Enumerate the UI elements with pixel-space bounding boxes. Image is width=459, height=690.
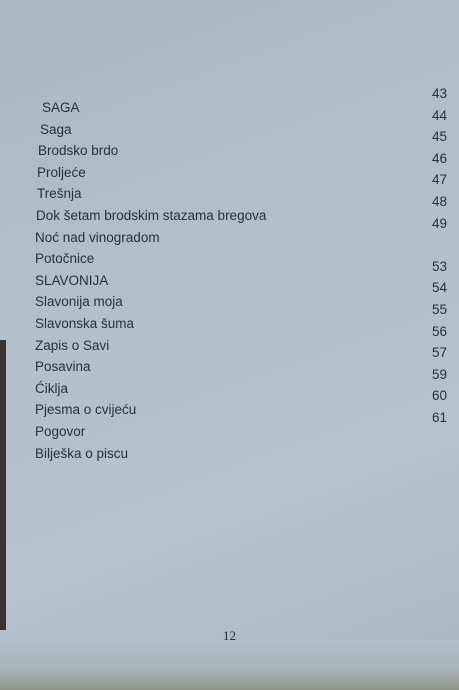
toc-entries	[35, 97, 266, 464]
toc-entry: Trešnja	[37, 186, 82, 202]
toc-entry: Ćiklja	[35, 380, 69, 396]
page-bottom-edge	[0, 640, 459, 690]
page-number: 57	[431, 345, 447, 361]
page-number: 59	[431, 366, 447, 382]
page-number: 46	[431, 150, 447, 166]
page-number: 43	[431, 86, 447, 101]
page-folio-number: 12	[223, 628, 236, 643]
page-number: 45	[431, 129, 447, 145]
toc-entry: Potočnice	[35, 251, 95, 267]
page-number: 47	[431, 172, 447, 188]
toc-entry: Noć nad vinogradom	[35, 229, 160, 245]
page-number: 55	[431, 301, 447, 317]
toc-entry: Slavonska šuma	[35, 315, 135, 331]
toc-entry: Dok šetam brodskim stazama bregova	[36, 207, 267, 223]
toc-entry: Pjesma o cvijeću	[35, 402, 137, 418]
toc-entry: Slavonija moja	[35, 294, 123, 310]
toc-entry: Bilješka o piscu	[35, 445, 129, 461]
toc-page-numbers	[432, 83, 447, 429]
page-number: 44	[431, 107, 447, 123]
page-number: 54	[431, 280, 447, 296]
page-number: 60	[431, 388, 447, 404]
toc-entry: SAGA	[42, 100, 80, 115]
page-number: 49	[431, 215, 447, 231]
toc-entry: Saga	[40, 121, 72, 137]
page-number: 61	[431, 409, 447, 425]
page-number: 56	[431, 323, 447, 339]
toc-entry: Proljeće	[37, 164, 86, 180]
toc-entry: Posavina	[35, 359, 91, 375]
toc-entry: Pogovor	[35, 423, 86, 439]
toc-entry: SLAVONIJA	[35, 272, 109, 288]
page-number: 53	[431, 258, 447, 274]
toc-entry: Brodsko brdo	[38, 143, 119, 159]
page-number: 48	[431, 193, 447, 209]
toc-entry: Zapis o Savi	[35, 337, 110, 353]
book-spine-edge	[0, 340, 6, 630]
